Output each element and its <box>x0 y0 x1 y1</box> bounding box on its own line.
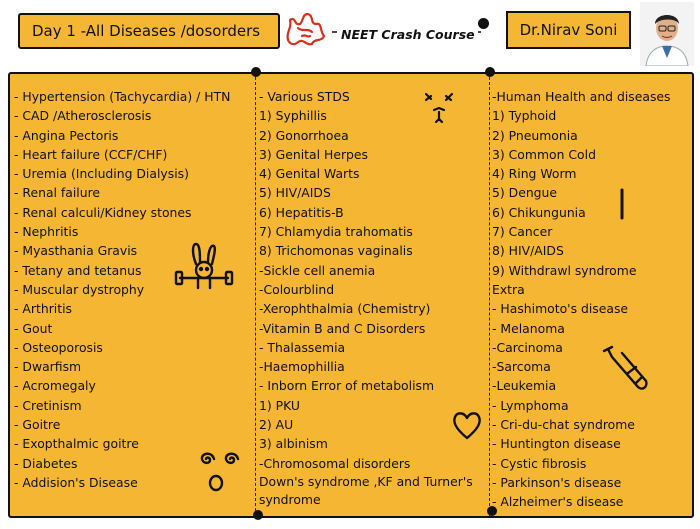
test-tube-icon <box>600 343 650 393</box>
disease-column-3 <box>492 87 671 512</box>
list-item: -Chromosomal disorders <box>259 455 411 471</box>
list-item: - Renal calculi/Kidney stones <box>14 204 192 220</box>
cursor-bar-icon <box>617 188 627 220</box>
page-title: Day 1 -All Diseases /dosorders <box>32 22 261 40</box>
list-item: 5) HIV/AIDS <box>259 185 331 201</box>
bunny-dumbbell-icon <box>174 240 234 296</box>
list-item: -Colourblind <box>259 281 335 297</box>
list-item: - Cystic fibrosis <box>492 455 587 471</box>
list-item: 7) Chlamydia trahomatis <box>259 224 413 240</box>
list-item: Extra <box>492 281 525 297</box>
divider-dot <box>253 510 263 520</box>
doctor-avatar <box>640 2 694 66</box>
list-item: - Osteoporosis <box>14 339 103 355</box>
list-item: 2) Pneumonia <box>492 127 578 143</box>
list-item: -Xerophthalmia (Chemistry) <box>259 301 431 317</box>
list-item: 8) HIV/AIDS <box>492 243 564 259</box>
list-item: 4) Ring Worm <box>492 166 577 182</box>
cat-face-icon <box>422 88 456 128</box>
author-name: Dr.Nirav Soni <box>519 21 618 39</box>
list-item: 6) Chikungunia <box>492 204 586 220</box>
spiral-eyes-face-icon <box>194 447 246 497</box>
divider-dot <box>485 67 495 77</box>
list-item: - Melanoma <box>492 320 565 336</box>
list-item: 4) Genital Warts <box>259 166 360 182</box>
list-item: -Leukemia <box>492 378 557 394</box>
list-item: - Hashimoto's disease <box>492 301 629 317</box>
list-item: -Sickle cell anemia <box>259 262 376 278</box>
list-item: -Carcinoma <box>492 339 563 355</box>
title-box <box>18 13 280 49</box>
list-item: - Alzheimer's disease <box>492 494 624 510</box>
list-item: - Hypertension (Tachycardia) / HTN <box>14 89 231 104</box>
list-item: - Lymphoma <box>492 397 569 413</box>
list-item: - Cretinism <box>14 397 82 413</box>
virus-icon <box>282 10 328 48</box>
author-box <box>506 11 631 49</box>
list-item: 3) albinism <box>259 436 328 452</box>
list-item: 2) AU <box>259 417 294 433</box>
list-item: - Angina Pectoris <box>14 127 119 143</box>
list-item: - Arthritis <box>14 301 72 317</box>
list-item: - Parkinson's disease <box>492 474 622 490</box>
list-item: - Exopthalmic goitre <box>14 436 139 452</box>
list-item: - Diabetes <box>14 455 78 471</box>
list-item: 9) Withdrawl syndrome <box>492 262 637 278</box>
list-item: - Dwarfism <box>14 359 82 375</box>
list-item: Down's syndrome ,KF and Turner's syndrome <box>259 473 473 507</box>
list-item: 3) Genital Herpes <box>259 146 368 162</box>
list-item: 1) PKU <box>259 397 300 413</box>
list-item: - Various STDS <box>259 89 350 104</box>
course-dot <box>478 18 489 29</box>
list-item: - Renal failure <box>14 185 101 201</box>
list-item: -Haemophillia <box>259 359 345 375</box>
list-item: 1) Typhoid <box>492 108 557 124</box>
list-item: -Vitamin B and C Disorders <box>259 320 426 336</box>
list-item: 1) Syphillis <box>259 108 327 124</box>
list-item: - Gout <box>14 320 53 336</box>
list-item: - Addision's Disease <box>14 474 138 490</box>
list-item: 7) Cancer <box>492 224 553 240</box>
list-item: 2) Gonorrhoea <box>259 127 349 143</box>
list-item: - Goitre <box>14 417 61 433</box>
disease-column-2 <box>259 87 489 509</box>
heart-icon <box>451 410 483 440</box>
list-item: - Tetany and tetanus <box>14 262 142 278</box>
list-item: - Inborn Error of metabolism <box>259 378 435 394</box>
list-item: - Acromegaly <box>14 378 96 394</box>
list-item: 6) Hepatitis-B <box>259 204 344 220</box>
list-item: - Nephritis <box>14 224 79 240</box>
list-item: - Thalassemia <box>259 339 346 355</box>
list-item: - Huntington disease <box>492 436 621 452</box>
list-item: - Heart failure (CCF/CHF) <box>14 146 168 162</box>
list-item: - Cri-du-chat syndrome <box>492 417 635 433</box>
list-item: - Myasthania Gravis <box>14 243 138 259</box>
list-item: 3) Common Cold <box>492 146 596 162</box>
divider-dot <box>251 67 261 77</box>
list-item: - CAD /Atherosclerosis <box>14 108 152 124</box>
list-item: - Muscular dystrophy <box>14 281 145 297</box>
column-divider-1 <box>255 72 256 516</box>
list-item: 8) Trichomonas vaginalis <box>259 243 413 259</box>
list-item: -Sarcoma <box>492 359 551 375</box>
course-label: NEET Crash Course <box>338 27 478 42</box>
list-item: - Uremia (Including Dialysis) <box>14 166 189 182</box>
list-item: 5) Dengue <box>492 185 558 201</box>
column-divider-2 <box>489 72 490 516</box>
list-item: -Human Health and diseases <box>492 89 671 104</box>
